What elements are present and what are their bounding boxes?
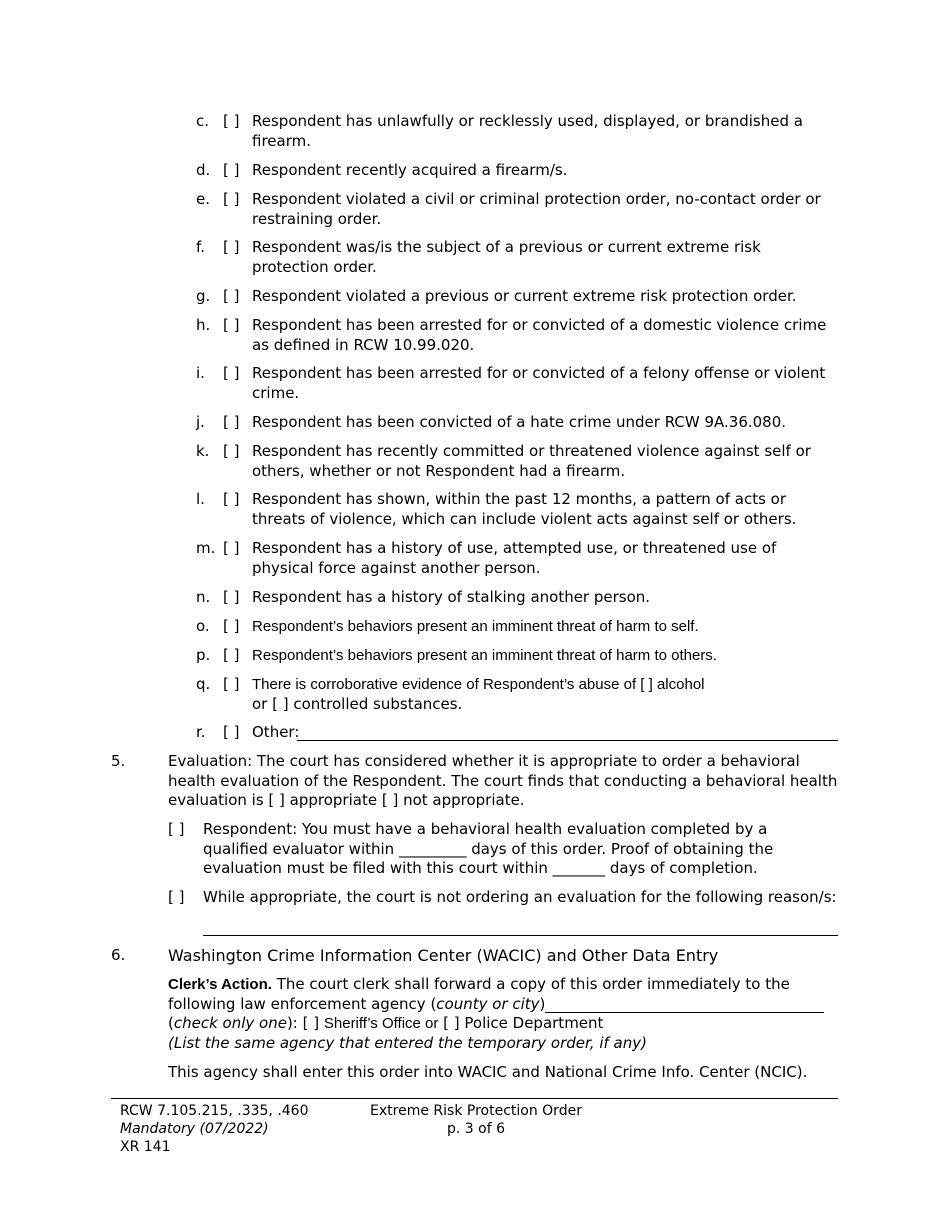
- checkbox[interactable]: [ ]: [223, 413, 240, 431]
- evaluation-not-ordering-option: While appropriate, the court is not ordering an evaluation for the following reason/s:: [203, 888, 837, 906]
- item-text: Respondent violated a previous or current extreme risk protection order.: [252, 287, 797, 305]
- checkbox[interactable]: [ ]: [223, 287, 240, 305]
- item-text: Respondent has been convicted of a hate crime under RCW 9A.36.080.: [252, 413, 787, 431]
- checkbox[interactable]: [ ]: [223, 238, 240, 256]
- item-text: Respondent has been arrested for or convicted of a felony offense or violent crime.: [252, 364, 826, 402]
- item-letter: h.: [196, 316, 211, 334]
- sheriff-office-label: Sheriff’s Office or: [323, 1015, 439, 1032]
- item-text: Respondent has been arrested for or convicted of a domestic violence crime as defined in RCW 10.99.020.: [252, 316, 827, 354]
- checkbox[interactable]: [ ]: [223, 112, 240, 130]
- item-letter: g.: [196, 287, 211, 305]
- sheriff-checkbox[interactable]: ): [ ]: [286, 1014, 324, 1032]
- item-letter: r.: [196, 723, 206, 741]
- clerk-action-text-line2c: ): [539, 994, 546, 1013]
- item-letter: q.: [196, 675, 211, 693]
- footer-mandatory: Mandatory (07/2022): [120, 1121, 269, 1137]
- checkbox[interactable]: [ ]: [223, 675, 240, 693]
- finding-item-k: [0, 442, 950, 482]
- finding-item-c: [0, 112, 950, 152]
- item-text: Respondent has recently committed or threatened violence against self or others, whether or not Respondent had a firearm.: [252, 442, 811, 480]
- checkbox[interactable]: [ ]: [223, 316, 240, 334]
- section-6-number: 6.: [111, 946, 126, 964]
- item-letter: p.: [196, 646, 211, 664]
- item-letter: o.: [196, 617, 210, 635]
- item-text: Respondent’s behaviors present an imminent threat of harm to self.: [252, 618, 699, 635]
- item-letter: k.: [196, 442, 210, 460]
- finding-item-q: [0, 675, 950, 715]
- footer-rcw: RCW 7.105.215, .335, .460: [120, 1103, 309, 1119]
- item-text: Respondent has a history of stalking another person.: [252, 588, 651, 606]
- footer-center: [370, 1102, 582, 1138]
- county-or-city-label: county or city: [436, 994, 540, 1013]
- item-letter: l.: [196, 490, 205, 508]
- clerk-action-paragraph: [168, 975, 838, 1053]
- item-letter: d.: [196, 161, 211, 179]
- footer-page: p. 3 of 6: [447, 1121, 505, 1137]
- item-text-line2: or [ ] controlled substances.: [252, 694, 463, 713]
- check-open: (: [168, 1014, 174, 1032]
- section-5-heading: Evaluation:: [168, 752, 253, 770]
- agency-entry-text: This agency shall enter this order into WACIC and National Crime Info. Center (NCIC).: [168, 1063, 808, 1081]
- item-letter: e.: [196, 190, 210, 208]
- list-same-agency-note: (List the same agency that entered the temporary order, if any): [168, 1033, 647, 1052]
- clerk-action-text-line2a: following law enforcement agency (: [168, 994, 437, 1013]
- evaluation-respondent-body: You must have a behavioral health evaluation completed by a qualified evaluator within _________ days of this order. Proof of obtaining the evaluation must be filed with this court within _______ days of completion.: [203, 820, 774, 877]
- checkbox[interactable]: [ ]: [223, 490, 240, 508]
- police-department-option[interactable]: [ ] Police Department: [438, 1014, 604, 1032]
- checkbox[interactable]: [ ]: [223, 539, 240, 557]
- evaluation-respondent-checkbox[interactable]: [ ]: [168, 820, 185, 838]
- item-text: Respondent was/is the subject of a previous or current extreme risk protection order.: [252, 238, 761, 276]
- item-text: Respondent has unlawfully or recklessly used, displayed, or brandished a firearm.: [252, 112, 803, 150]
- item-letter: c.: [196, 112, 210, 130]
- clerk-action-text-line1: The court clerk shall forward a copy of this order immediately to the: [276, 975, 790, 993]
- checkbox[interactable]: [ ]: [223, 190, 240, 208]
- footer-divider: [111, 1098, 838, 1099]
- checkbox[interactable]: [ ]: [223, 442, 240, 460]
- checkbox[interactable]: [ ]: [223, 646, 240, 664]
- finding-item-f: [0, 238, 950, 278]
- finding-item-m: [0, 539, 950, 579]
- item-text: Respondent has a history of use, attempted use, or threatened use of physical force against another person.: [252, 539, 777, 577]
- agency-input-line[interactable]: [545, 1012, 824, 1013]
- checkbox[interactable]: [ ]: [223, 161, 240, 179]
- check-only-one-label: check only one: [173, 1014, 287, 1032]
- item-text-line1: There is corroborative evidence of Respondent’s abuse of [ ] alcohol: [252, 676, 705, 693]
- item-letter: j.: [196, 413, 205, 431]
- checkbox[interactable]: [ ]: [223, 364, 240, 382]
- item-text: Respondent’s behaviors present an imminent threat of harm to others.: [252, 647, 717, 664]
- other-input-line[interactable]: [297, 740, 838, 741]
- evaluation-respondent-heading: Respondent:: [203, 820, 298, 838]
- other-label: Other:: [252, 723, 300, 741]
- clerk-action-heading: Clerk’s Action.: [168, 976, 272, 993]
- evaluation-respondent-option: [203, 820, 803, 879]
- checkbox[interactable]: [ ]: [223, 723, 240, 741]
- footer-left: [120, 1102, 370, 1156]
- finding-item-h: [0, 316, 950, 356]
- finding-item-l: [0, 490, 950, 530]
- finding-item-e: [0, 190, 950, 230]
- section-5-number: 5.: [111, 752, 126, 770]
- item-text: Respondent has shown, within the past 12 months, a pattern of acts or threats of violence, which can include violent acts against self or others.: [252, 490, 797, 528]
- footer-title: Extreme Risk Protection Order: [370, 1103, 582, 1119]
- item-text: Respondent violated a civil or criminal protection order, no-contact order or restraining order.: [252, 190, 821, 228]
- item-letter: f.: [196, 238, 205, 256]
- section-5-body: The court has considered whether it is appropriate to order a behavioral health evaluation of the Respondent. The court finds that conducting a behavioral health evaluation is [ ] appropriate [ ] not appropriate.: [168, 752, 838, 809]
- checkbox[interactable]: [ ]: [223, 588, 240, 606]
- item-text: Respondent recently acquired a firearm/s.: [252, 161, 568, 179]
- item-letter: n.: [196, 588, 211, 606]
- item-letter: m.: [196, 539, 216, 557]
- finding-item-i: [0, 364, 950, 404]
- checkbox[interactable]: [ ]: [223, 617, 240, 635]
- section-5-paragraph: [168, 752, 838, 811]
- evaluation-not-ordering-checkbox[interactable]: [ ]: [168, 888, 185, 906]
- section-6-heading: Washington Crime Information Center (WACIC) and Other Data Entry: [168, 946, 719, 965]
- reason-input-line[interactable]: [203, 935, 838, 936]
- item-letter: i.: [196, 364, 205, 382]
- footer-form-id: XR 141: [120, 1139, 171, 1155]
